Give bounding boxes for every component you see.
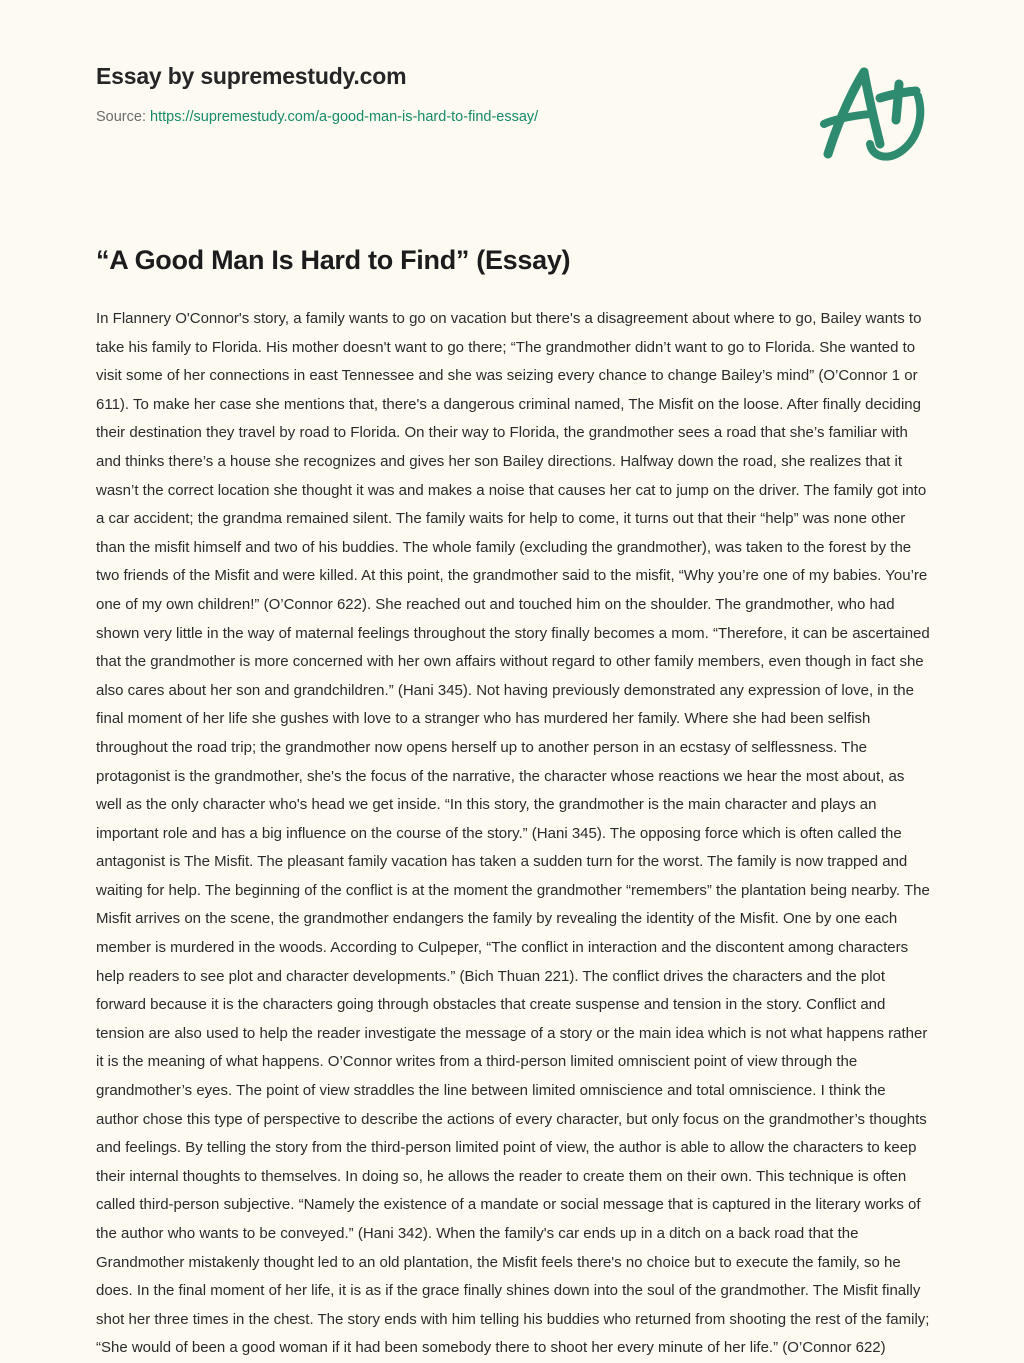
page-title: “A Good Man Is Hard to Find” (Essay) <box>96 245 571 275</box>
source-line <box>96 107 796 127</box>
source-url-link[interactable]: https://supremestudy.com/a-good-man-is-hard-to-find-essay/ <box>150 109 539 125</box>
brand-title: Essay by supremestudy.com <box>96 63 407 89</box>
a-plus-logo-icon <box>806 58 928 166</box>
essay-article <box>96 243 932 1363</box>
source-label: Source: <box>96 109 146 125</box>
essay-body-text: In Flannery O'Connor's story, a family wants to go on vacation but there's a disagreement about where to go, Bailey wants to take his family to Florida. His mother doesn't want to go there; “The grandmother didn’t want to go to Florida. She wanted to visit some of her connections in east Tennessee and she was seizing every chance to change Bailey’s mind” (O’Connor 1 or 611). To make her case she mentions that, there's a dangerous criminal named, The Misfit on the loose. After finally deciding their destination they travel by road to Florida. On their way to Florida, the grandmother sees a road that she’s familiar with and thinks there’s a house she recognizes and gives her son Bailey directions. Halfway down the road, she realizes that it wasn’t the correct location she thought it was and makes a noise that causes her cat to jump on the driver. The family got into a car accident; the grandma remained silent. The family waits for help to come, it turns out that their “help” was none other than the misfit himself and two of his buddies. The whole family (excluding the grandmother), was taken to the forest by the two friends of the Misfit and were killed. At this point, the grandmother said to the misfit, “Why you’re one of my babies. You’re one of my own children!” (O’Connor 622). She reached out and touched him on the shoulder. The grandmother, who had shown very little in the way of maternal feelings throughout the story finally becomes a mom. “Therefore, it can be ascertained that the grandmother is more concerned with her own affairs without regard to other family members, even though in fact she also cares about her son and grandchildren.” (Hani 345). Not having previously demonstrated any expression of love, in the final moment of her life she gushes with love to a stranger who has murdered her family. Where she had been selfish throughout the road trip; the grandmother now opens herself up to another person in an ecstasy of selflessness. The protagonist is the grandmother, she's the focus of the narrative, the character whose reactions we hear the most about, as well as the only character who's head we get inside. “In this story, the grandmother is the main character and plays an important role and has a big influence on the course of the story.” (Hani 345). The opposing force which is often called the antagonist is The Misfit. The pleasant family vacation has taken a sudden turn for the worst. The family is now trapped and waiting for help. The beginning of the conflict is at the moment the grandmother “remembers” the plantation being nearby. The Misfit arrives on the scene, the grandmother endangers the family by revealing the identity of the Misfit. One by one each member is murdered in the woods. According to Culpeper, “The conflict in interaction and the discontent among characters help readers to see plot and character developments.” (Bich Thuan 221). The conflict drives the characters and the plot forward because it is the characters going through obstacles that create suspense and tension in the story. Conflict and tension are also used to help the reader investigate the message of a story or the main idea which is not what happens rather it is the meaning of what happens. O’Connor writes from a third-person limited omniscient point of view through the grandmother’s eyes. The point of view straddles the line between limited omniscience and total omniscience. I think the author chose this type of perspective to describe the actions of every character, but only focus on the grandmother’s thoughts and feelings. By telling the story from the third-person limited point of view, the author is able to allow the characters to keep their internal thoughts to themselves. In doing so, he allows the reader to create them on their own. This technique is often called third-person subjective. “Namely the existence of a mandate or social message that is captured in the literary works of the author who wants to be conveyed.” (Hani 342). When the family's car ends up in a ditch on a back road that the Grandmother mistakenly thought led to an old plantation, the Misfit feels there's no choice but to execute the family, so he does. In the final moment of her life, it is as if the grace finally shines down into the soul of the grandmother. The Misfit finally shot her three times in the chest. The story ends with him telling his buddies who returned from shooting the rest of the family; “She would of been a good woman if it had been somebody there to shoot her every minute of her life.” (O’Connor 622) <box>96 310 930 1357</box>
brand-block <box>96 62 796 127</box>
page-header <box>0 0 1024 200</box>
